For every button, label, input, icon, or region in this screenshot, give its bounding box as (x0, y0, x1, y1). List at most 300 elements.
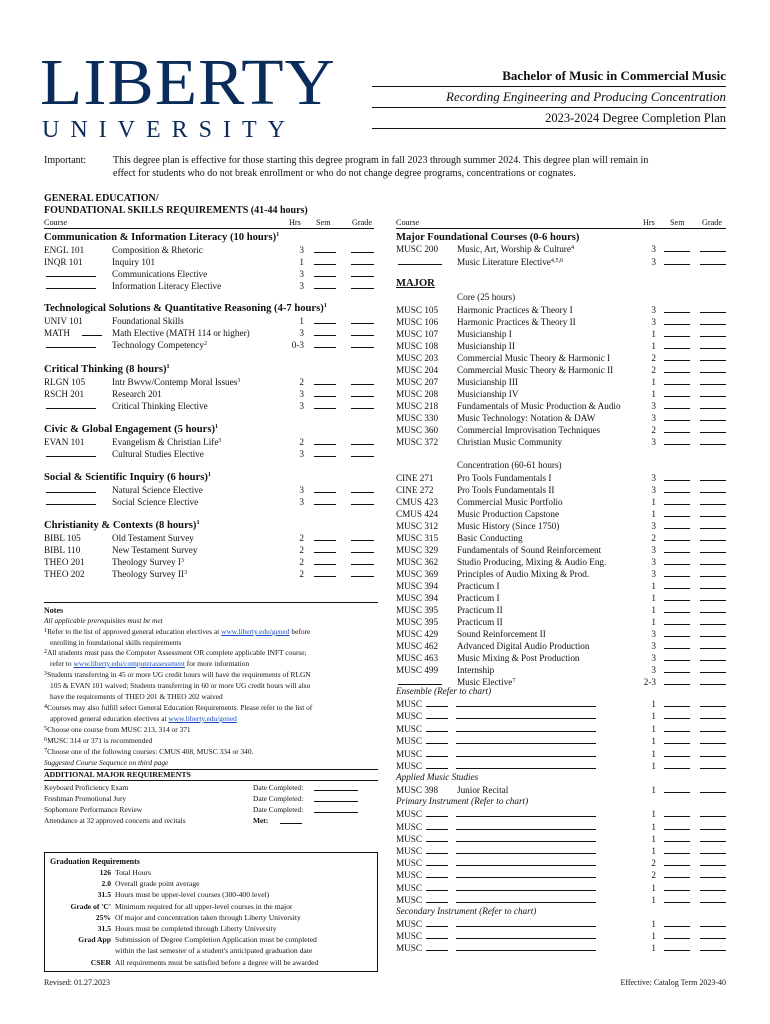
grade-blank[interactable] (700, 364, 726, 373)
graduation-text: Submission of Degree Completion Application must be completed (115, 935, 317, 945)
major-course-row (396, 760, 728, 772)
grade-blank[interactable] (700, 400, 726, 409)
semester-blank[interactable] (664, 256, 690, 265)
additional-requirement-name: Sophomore Performance Review (44, 805, 143, 814)
course-hours: 2 (651, 425, 656, 435)
course-name: Music Mixing & Post Production (457, 653, 580, 663)
semester-blank[interactable] (664, 436, 690, 445)
course-name-blank[interactable] (456, 808, 596, 817)
grade-blank[interactable] (700, 508, 726, 517)
semester-blank[interactable] (664, 520, 690, 529)
gened-course-row (44, 244, 376, 256)
semester-blank[interactable] (664, 556, 690, 565)
semester-blank[interactable] (664, 376, 690, 385)
major-course-row (396, 640, 728, 652)
course-code-blank[interactable] (46, 496, 96, 505)
course-name-blank[interactable] (456, 833, 596, 842)
course-number-blank[interactable] (426, 882, 448, 891)
major-course-row (396, 496, 728, 508)
grade-blank[interactable] (700, 472, 726, 481)
grade-blank[interactable] (700, 484, 726, 493)
gened-course-row (44, 436, 376, 448)
grade-blank[interactable] (351, 315, 374, 324)
course-hours: 0-3 (291, 340, 304, 350)
course-number-blank[interactable] (82, 327, 102, 336)
grade-blank[interactable] (700, 520, 726, 529)
grade-blank[interactable] (700, 918, 726, 927)
semester-blank[interactable] (314, 256, 336, 265)
course-hours: 3 (299, 328, 304, 338)
semester-blank[interactable] (314, 280, 336, 289)
liberty-logo (40, 46, 336, 143)
course-hours: 1 (651, 509, 656, 519)
grade-blank[interactable] (700, 616, 726, 625)
course-name: Inquiry 101 (112, 257, 156, 267)
course-hours: 1 (651, 593, 656, 603)
course-name: Sound Reinforcement II (457, 629, 546, 639)
major-course-row (396, 628, 728, 640)
gened-course-row (44, 280, 376, 292)
semester-blank[interactable] (664, 748, 690, 757)
course-hours: 3 (651, 569, 656, 579)
course-name: Internship (457, 665, 495, 675)
course-hours: 3 (651, 485, 656, 495)
major-course-row (396, 340, 728, 352)
core-label: Core (25 hours) (457, 292, 516, 302)
semester-blank[interactable] (664, 424, 690, 433)
note-line: $^5$Choose one course from MUSC 213, 314 or 371 (44, 725, 191, 734)
semester-blank[interactable] (664, 676, 690, 685)
course-number-blank[interactable] (426, 930, 448, 939)
course-number-blank[interactable] (426, 735, 448, 744)
course-name: Christian Music Community (457, 437, 563, 447)
semester-blank[interactable] (664, 664, 690, 673)
semester-blank[interactable] (314, 339, 336, 348)
grade-blank[interactable] (700, 316, 726, 325)
course-name-blank[interactable] (456, 845, 596, 854)
major-course-row (396, 472, 728, 484)
course-number-blank[interactable] (426, 857, 448, 866)
semester-blank[interactable] (664, 784, 690, 793)
course-number-blank[interactable] (426, 894, 448, 903)
grade-blank[interactable] (351, 244, 374, 253)
course-name: Evangelism & Christian Life$^3$ (112, 437, 222, 447)
grade-blank[interactable] (700, 808, 726, 817)
course-number-blank[interactable] (426, 760, 448, 769)
gened-link[interactable]: www.liberty.edu/gened (221, 627, 290, 636)
course-number-blank[interactable] (426, 710, 448, 719)
semester-blank[interactable] (664, 388, 690, 397)
graduation-key: Grad App (78, 935, 111, 945)
course-code: MUSC 106 (396, 317, 439, 327)
semester-blank[interactable] (664, 580, 690, 589)
grade-blank[interactable] (351, 544, 374, 553)
course-code-blank[interactable] (46, 280, 96, 289)
semester-blank[interactable] (664, 869, 690, 878)
grade-blank[interactable] (351, 256, 374, 265)
major-course-row (396, 364, 728, 376)
grade-blank[interactable] (700, 556, 726, 565)
grade-blank[interactable] (700, 340, 726, 349)
primary-label: Primary Instrument (Refer to chart) (396, 796, 529, 807)
gened-link-2[interactable]: www.liberty.edu/gened (168, 714, 237, 723)
grade-blank[interactable] (351, 339, 374, 348)
grade-blank[interactable] (700, 436, 726, 445)
semester-blank[interactable] (664, 508, 690, 517)
completion-blank[interactable] (314, 793, 358, 802)
course-code-blank[interactable] (46, 484, 96, 493)
semester-blank[interactable] (314, 315, 336, 324)
semester-blank[interactable] (664, 652, 690, 661)
semester-blank[interactable] (664, 698, 690, 707)
major-course-row (396, 520, 728, 532)
right-col-course: Course (396, 218, 420, 227)
semester-blank[interactable] (664, 316, 690, 325)
semester-blank[interactable] (664, 628, 690, 637)
course-number-blank[interactable] (426, 821, 448, 830)
computer-assessment-link[interactable]: www.liberty.edu/computerassessment (73, 659, 185, 668)
logo-university: UNIVERSITY (42, 117, 296, 143)
course-code: THEO 202 (44, 569, 85, 579)
gened-course-row (44, 400, 376, 412)
course-name: Junior Recital (457, 785, 509, 796)
gened-course-row (44, 484, 376, 496)
note-line: Suggested Course Sequence on third page (44, 758, 169, 767)
major-course-row (396, 652, 728, 664)
grade-blank[interactable] (700, 735, 726, 744)
semester-blank[interactable] (314, 532, 336, 541)
grade-blank[interactable] (700, 894, 726, 903)
grade-blank[interactable] (351, 556, 374, 565)
course-name-blank[interactable] (456, 869, 596, 878)
note-line: $^6$MUSC 314 or 371 is recommended (44, 736, 153, 745)
graduation-title: Graduation Requirements (50, 857, 140, 866)
grade-blank[interactable] (700, 833, 726, 842)
graduation-text: Minimum required for all upper-level courses in the major (115, 901, 293, 911)
course-prefix: MUSC (396, 699, 423, 709)
semester-blank[interactable] (314, 436, 336, 445)
semester-blank[interactable] (664, 930, 690, 939)
semester-blank[interactable] (664, 808, 690, 817)
grade-blank[interactable] (351, 268, 374, 277)
additional-title: ADDITIONAL MAJOR REQUIREMENTS (44, 770, 191, 779)
grade-blank[interactable] (351, 496, 374, 505)
col-sem: Sem (316, 218, 331, 227)
completion-blank[interactable] (280, 815, 302, 824)
grade-blank[interactable] (700, 664, 726, 673)
course-hours: 3 (651, 521, 656, 531)
semester-blank[interactable] (664, 710, 690, 719)
semester-blank[interactable] (664, 364, 690, 373)
semester-blank[interactable] (314, 496, 336, 505)
major-course-row (396, 784, 728, 796)
course-number-blank[interactable] (426, 808, 448, 817)
grade-blank[interactable] (700, 857, 726, 866)
grade-blank[interactable] (351, 400, 374, 409)
course-name: Musicianship II (457, 341, 515, 351)
course-name-blank[interactable] (456, 918, 596, 927)
gened-course-row (44, 544, 376, 556)
graduation-text: Hours must be upper-level courses (300-400 level) (115, 890, 270, 900)
semester-blank[interactable] (664, 882, 690, 891)
notes-box (44, 602, 378, 845)
semester-blank[interactable] (314, 327, 336, 336)
grade-blank[interactable] (700, 710, 726, 719)
major-course-row (396, 243, 728, 255)
course-name: Musicianship I (457, 329, 512, 339)
course-number-blank[interactable] (426, 833, 448, 842)
course-name-blank[interactable] (456, 760, 596, 769)
grade-blank[interactable] (700, 496, 726, 505)
semester-blank[interactable] (314, 484, 336, 493)
grade-blank[interactable] (700, 845, 726, 854)
semester-blank[interactable] (314, 244, 336, 253)
gened-course-row (44, 315, 376, 327)
grade-blank[interactable] (700, 942, 726, 951)
semester-blank[interactable] (664, 304, 690, 313)
note-line: have the requirements of THEO 201 & THEO 202 waived (50, 692, 223, 701)
semester-blank[interactable] (314, 568, 336, 577)
note-line: All applicable prerequisites must be met (44, 616, 163, 625)
course-prefix: MUSC (396, 821, 423, 832)
completion-blank[interactable] (314, 782, 358, 791)
grade-blank[interactable] (700, 784, 726, 793)
semester-blank[interactable] (664, 472, 690, 481)
course-name-blank[interactable] (456, 894, 596, 903)
semester-blank[interactable] (664, 532, 690, 541)
course-hours: 1 (651, 389, 656, 399)
course-code: ENGL 101 (44, 245, 85, 255)
course-name: Information Literacy Elective (112, 281, 222, 291)
grade-blank[interactable] (700, 532, 726, 541)
course-prefix: MUSC (396, 711, 423, 722)
semester-blank[interactable] (664, 760, 690, 769)
semester-blank[interactable] (314, 268, 336, 277)
foundational-title: Major Foundational Courses (0-6 hours) (396, 232, 580, 243)
major-course-row (396, 412, 728, 424)
grade-blank[interactable] (700, 869, 726, 878)
grade-blank[interactable] (700, 580, 726, 589)
course-code-blank[interactable] (46, 339, 96, 348)
grade-blank[interactable] (700, 328, 726, 337)
course-number-blank[interactable] (426, 869, 448, 878)
course-name: Practicum I (457, 581, 500, 591)
semester-blank[interactable] (664, 592, 690, 601)
semester-blank[interactable] (664, 833, 690, 842)
semester-blank[interactable] (664, 412, 690, 421)
semester-blank[interactable] (664, 857, 690, 866)
grade-blank[interactable] (351, 388, 374, 397)
effective-term: Effective: Catalog Term 2023-40 (620, 978, 726, 987)
semester-blank[interactable] (664, 845, 690, 854)
grade-blank[interactable] (700, 592, 726, 601)
course-code: CMUS 423 (396, 497, 439, 507)
course-hours: 3 (651, 244, 656, 254)
course-hours: 3 (299, 485, 304, 495)
semester-blank[interactable] (664, 352, 690, 361)
course-code: CINE 271 (396, 473, 434, 483)
course-hours: 1 (651, 723, 656, 734)
gened-course-row (44, 448, 376, 460)
course-hours: 3 (651, 317, 656, 327)
course-number-blank[interactable] (426, 845, 448, 854)
course-name: Music History (Since 1750) (457, 521, 560, 531)
course-name-blank[interactable] (456, 735, 596, 744)
semester-blank[interactable] (664, 568, 690, 577)
completion-blank[interactable] (314, 804, 358, 813)
course-name: Commercial Music Theory & Harmonic II (457, 365, 614, 375)
grade-blank[interactable] (351, 484, 374, 493)
course-code: MUSC 312 (396, 521, 439, 531)
course-number-blank[interactable] (426, 942, 448, 951)
course-code-blank[interactable] (46, 268, 96, 277)
semester-blank[interactable] (314, 556, 336, 565)
course-hours: 3 (651, 653, 656, 663)
grade-blank[interactable] (351, 327, 374, 336)
semester-blank[interactable] (314, 388, 336, 397)
grade-blank[interactable] (700, 652, 726, 661)
grade-blank[interactable] (351, 376, 374, 385)
course-number-blank[interactable] (426, 698, 448, 707)
gened-course-row (44, 496, 376, 508)
grade-blank[interactable] (351, 436, 374, 445)
course-number-blank[interactable] (426, 918, 448, 927)
course-hours: 2 (299, 569, 304, 579)
course-hours: 3 (299, 245, 304, 255)
semester-blank[interactable] (664, 400, 690, 409)
major-course-row (396, 857, 728, 869)
semester-blank[interactable] (664, 496, 690, 505)
course-name-blank[interactable] (456, 930, 596, 939)
grade-blank[interactable] (700, 388, 726, 397)
semester-blank[interactable] (664, 340, 690, 349)
course-hours: 1 (651, 931, 656, 942)
course-name-blank[interactable] (456, 698, 596, 707)
course-hours: 3 (299, 389, 304, 399)
grade-blank[interactable] (700, 256, 726, 265)
course-code-blank[interactable] (46, 448, 96, 457)
grade-blank[interactable] (700, 698, 726, 707)
grade-blank[interactable] (700, 376, 726, 385)
semester-blank[interactable] (664, 243, 690, 252)
grade-blank[interactable] (700, 544, 726, 553)
course-code: MUSC 218 (396, 401, 439, 411)
major-course-row (396, 388, 728, 400)
semester-blank[interactable] (664, 942, 690, 951)
course-code: MATH (44, 328, 71, 338)
grade-blank[interactable] (700, 628, 726, 637)
course-code: RSCH 201 (44, 389, 85, 399)
course-name: Principles of Audio Mixing & Prod. (457, 569, 590, 579)
grade-blank[interactable] (351, 448, 374, 457)
semester-blank[interactable] (664, 640, 690, 649)
semester-blank[interactable] (314, 448, 336, 457)
right-col-hrs: Hrs (643, 218, 655, 227)
grade-blank[interactable] (700, 760, 726, 769)
course-hours: 3 (299, 269, 304, 279)
course-prefix: MUSC (396, 846, 423, 856)
course-hours: 1 (299, 257, 304, 267)
additional-requirement-status: Date Completed: (253, 794, 304, 803)
semester-blank[interactable] (314, 376, 336, 385)
course-name: Critical Thinking Elective (112, 401, 208, 411)
course-name-blank[interactable] (456, 857, 596, 866)
semester-blank[interactable] (664, 894, 690, 903)
major-course-row (396, 710, 728, 722)
course-code-blank[interactable] (46, 400, 96, 409)
semester-blank[interactable] (664, 328, 690, 337)
grade-blank[interactable] (700, 243, 726, 252)
important-text-1: This degree plan is effective for those starting this degree program in fall 2023 through summer 2024. This degree plan will remain in (113, 155, 649, 166)
semester-blank[interactable] (664, 723, 690, 732)
grade-blank[interactable] (700, 930, 726, 939)
gened-course-row (44, 388, 376, 400)
semester-blank[interactable] (664, 735, 690, 744)
grade-blank[interactable] (351, 280, 374, 289)
major-course-row (396, 882, 728, 894)
course-name-blank[interactable] (456, 710, 596, 719)
grade-blank[interactable] (700, 424, 726, 433)
semester-blank[interactable] (664, 484, 690, 493)
course-name: Composition & Rhetoric (112, 245, 203, 255)
grade-blank[interactable] (700, 304, 726, 313)
major-course-row (396, 821, 728, 833)
grade-blank[interactable] (700, 882, 726, 891)
semester-blank[interactable] (664, 604, 690, 613)
grade-blank[interactable] (351, 568, 374, 577)
course-code-blank[interactable] (398, 256, 442, 265)
course-name-blank[interactable] (456, 942, 596, 951)
major-course-row (396, 484, 728, 496)
semester-blank[interactable] (664, 918, 690, 927)
grade-blank[interactable] (700, 821, 726, 830)
semester-blank[interactable] (664, 821, 690, 830)
course-number-blank[interactable] (426, 723, 448, 732)
grade-blank[interactable] (700, 748, 726, 757)
semester-blank[interactable] (314, 400, 336, 409)
major-course-row (396, 424, 728, 436)
right-col-grade: Grade (702, 218, 723, 227)
course-hours: 3 (651, 665, 656, 675)
course-name-blank[interactable] (456, 821, 596, 830)
course-code: MUSC 200 (396, 244, 439, 254)
grade-blank[interactable] (700, 604, 726, 613)
grade-blank[interactable] (700, 568, 726, 577)
course-name: Foundational Skills (112, 316, 184, 326)
semester-blank[interactable] (314, 544, 336, 553)
grade-blank[interactable] (700, 412, 726, 421)
grade-blank[interactable] (700, 723, 726, 732)
semester-blank[interactable] (664, 544, 690, 553)
course-number-blank[interactable] (426, 748, 448, 757)
course-name: Musicianship IV (457, 389, 519, 399)
grade-blank[interactable] (700, 676, 726, 685)
gened-section-title: Civic & Global Engagement (5 hours)$^1$ (44, 423, 219, 435)
course-name: Musicianship III (457, 377, 518, 387)
course-code-blank[interactable] (398, 676, 442, 685)
course-hours: 2 (651, 365, 656, 375)
grade-blank[interactable] (700, 640, 726, 649)
course-name-blank[interactable] (456, 882, 596, 891)
grade-blank[interactable] (351, 532, 374, 541)
graduation-text: Of major and concentration taken through Liberty University (115, 912, 301, 922)
course-name-blank[interactable] (456, 723, 596, 732)
gened-title-2: FOUNDATIONAL SKILLS REQUIREMENTS (41-44 hours) (44, 205, 308, 216)
course-code: MUSC 463 (396, 653, 439, 663)
grade-blank[interactable] (700, 352, 726, 361)
semester-blank[interactable] (664, 616, 690, 625)
course-name-blank[interactable] (456, 748, 596, 757)
